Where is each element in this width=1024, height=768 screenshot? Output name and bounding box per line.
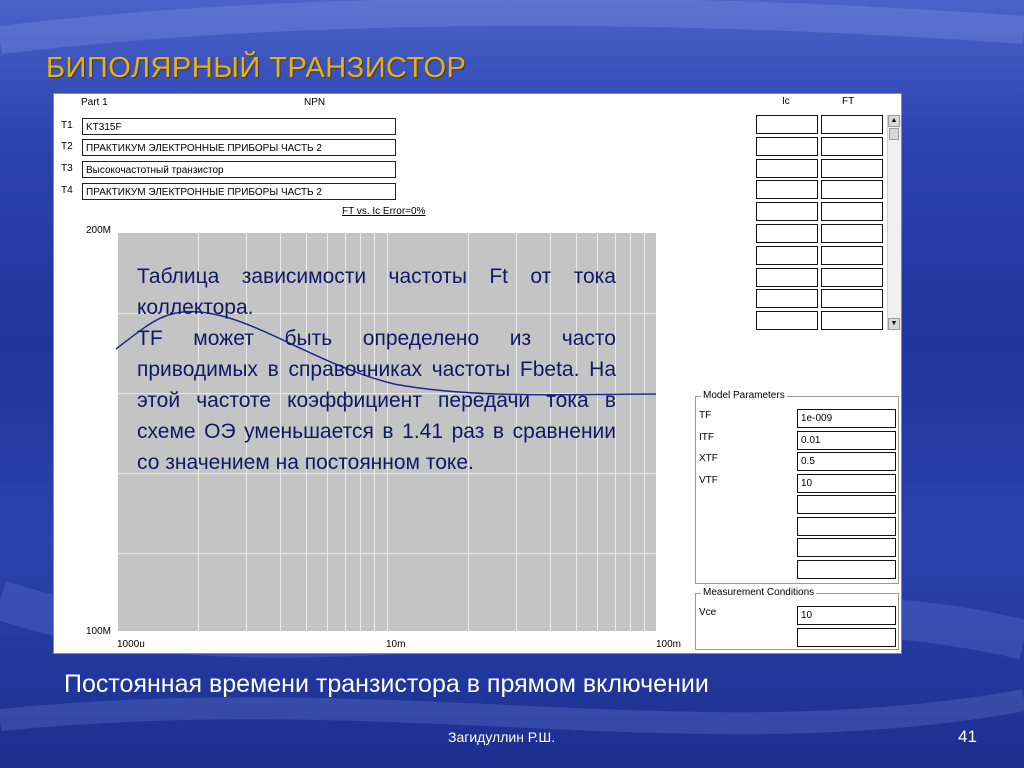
scroll-up-icon[interactable]: ▲ [888,115,900,127]
model-parameter-field[interactable] [797,495,896,514]
y-axis-top-label: 200M [86,225,112,236]
scroll-down-icon[interactable]: ▼ [888,318,900,330]
scroll-thumb[interactable] [889,128,899,140]
model-parameter-label: ITF [699,431,714,443]
ic-cell[interactable] [756,202,818,221]
ic-cell[interactable] [756,115,818,134]
y-axis-bottom-label: 100M [86,626,112,637]
ft-cell[interactable] [821,115,883,134]
row-label-t1: T1 [61,120,73,131]
model-parameter-label: VTF [699,474,718,486]
type-label: NPN [304,97,326,108]
ft-cell[interactable] [821,268,883,287]
measurement-conditions-title: Measurement Conditions [703,587,815,598]
page-number: 41 [958,727,977,746]
ic-cell[interactable] [756,246,818,265]
model-parameter-field[interactable] [797,560,896,579]
transistor-model-window [53,93,902,654]
measurement-condition-label: Vce [699,607,717,618]
model-parameter-field[interactable]: 0.01 [797,431,896,450]
ic-cell[interactable] [756,311,818,330]
row-label-t2: T2 [61,141,73,152]
t2-field[interactable]: ПРАКТИКУМ ЭЛЕКТРОННЫЕ ПРИБОРЫ ЧАСТЬ 2 [82,139,396,156]
author: Загидуллин Р.Ш. [448,729,556,745]
model-parameter-label: XTF [699,453,718,464]
ft-cell[interactable] [821,202,883,221]
ft-cell[interactable] [821,311,883,330]
x-axis-label-2: 10m [386,639,406,650]
ft-cell[interactable] [821,137,883,156]
t1-field[interactable]: KT315F [82,118,396,135]
model-parameter-field[interactable]: 10 [797,474,896,493]
model-parameter-field[interactable] [797,538,896,557]
ft-cell[interactable] [821,159,883,178]
ft-cell[interactable] [821,289,883,308]
row-label-t4: T4 [61,185,73,196]
row-label-t3: T3 [61,163,73,174]
ic-cell[interactable] [756,180,818,199]
ft-column-header: FT [842,96,855,107]
slide-title: БИПОЛЯРНЫЙ ТРАНЗИСТОР [46,52,467,84]
x-axis-label-3: 100m [656,639,682,650]
annotation-paragraph-1: Таблица зависимости частоты Ft от тока коллектора. [137,265,616,319]
part-label: Part 1 [81,97,108,108]
ic-cell[interactable] [756,268,818,287]
ic-column-header: Ic [782,96,790,107]
t3-field[interactable]: Высокочастотный транзистор [82,161,396,178]
x-axis-label-1: 1000u [117,639,145,650]
ic-cell[interactable] [756,137,818,156]
annotation-text [137,261,616,478]
measurement-condition-field[interactable]: 10 [797,606,896,625]
model-parameters-title: Model Parameters [703,390,785,401]
ft-cell[interactable] [821,224,883,243]
model-parameter-field[interactable]: 1e-009 [797,409,896,428]
model-parameter-field[interactable]: 0.5 [797,452,896,471]
model-parameter-label: TF [699,410,712,421]
ft-cell[interactable] [821,246,883,265]
annotation-paragraph-2: TF может быть определено из часто приводимых в справочниках частоты Fbeta. На этой частоте коэффициент передачи тока в схеме ОЭ уменьшается в 1.41 раз в сравнении со значением на постоянном токе. [137,327,616,474]
table-scrollbar[interactable] [887,115,901,330]
ic-cell[interactable] [756,289,818,308]
ic-cell[interactable] [756,159,818,178]
graph-title: FT vs. Ic Error=0% [342,206,426,217]
t4-field[interactable]: ПРАКТИКУМ ЭЛЕКТРОННЫЕ ПРИБОРЫ ЧАСТЬ 2 [82,183,396,200]
ic-cell[interactable] [756,224,818,243]
slide-caption: Постоянная времени транзистора в прямом включении [64,670,709,698]
measurement-condition-field[interactable] [797,628,896,647]
model-parameter-field[interactable] [797,517,896,536]
ft-cell[interactable] [821,180,883,199]
